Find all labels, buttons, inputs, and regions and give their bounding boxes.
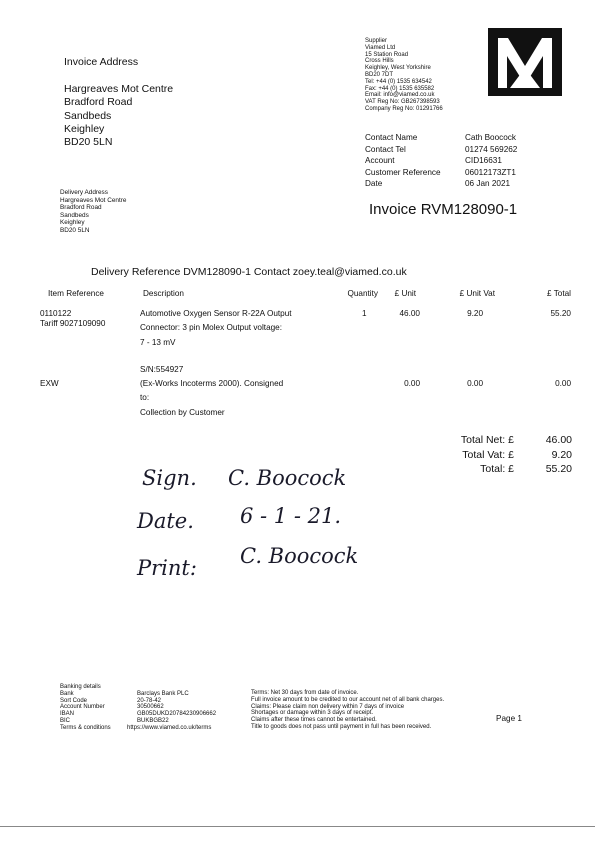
contact-value: 01274 569262 xyxy=(465,144,518,154)
header-item-reference: Item Reference xyxy=(48,289,104,298)
total-vat-value: 9.20 xyxy=(551,449,572,461)
contact-details xyxy=(365,132,517,190)
bank-label: Bank xyxy=(60,690,74,697)
invoice-address-line: Hargreaves Mot Centre xyxy=(64,83,174,96)
invoice-address-line: Bradford Road xyxy=(64,96,133,109)
item-description-line: to: xyxy=(140,393,150,402)
page-number: Page 1 xyxy=(496,714,522,723)
contact-label: Contact Tel xyxy=(365,144,406,154)
contact-value: 06 Jan 2021 xyxy=(465,179,511,188)
bank-label: BIC xyxy=(60,717,71,724)
item-unit: 0.00 xyxy=(404,379,420,388)
delivery-address-line: Hargreaves Mot Centre xyxy=(60,196,127,204)
delivery-address-line: Keighley xyxy=(60,219,85,227)
item-ref: 0110122 xyxy=(40,309,72,318)
logo-m-mark xyxy=(488,28,562,96)
supplier-line: Supplier xyxy=(365,38,388,44)
header-total: £ Total xyxy=(547,289,571,298)
delivery-address-line: Bradford Road xyxy=(60,204,102,212)
terms-line: Shortages or damage within 3 days of receipt. xyxy=(251,710,374,717)
item-quantity: 1 xyxy=(362,309,367,318)
contact-label: Date xyxy=(365,179,383,188)
terms-line: Claims after these times cannot be entertained. xyxy=(251,717,377,724)
supplier-line: Company Reg No: 01291766 xyxy=(365,105,443,112)
supplier-line: Cross Hills xyxy=(365,58,394,65)
item-ref: EXW xyxy=(40,379,59,388)
bank-details xyxy=(60,684,216,732)
bank-value: 20-78-42 xyxy=(137,697,162,704)
supplier-line: Viamed Ltd xyxy=(365,44,396,51)
contact-value: 06012173ZT1 xyxy=(465,167,516,177)
terms-block xyxy=(251,690,444,731)
supplier-line: Fax: +44 (0) 1535 635582 xyxy=(365,85,435,92)
bank-label: Sort Code xyxy=(60,697,88,704)
invoice-address-line: BD20 5LN xyxy=(64,136,113,149)
supplier-line: Tel: +44 (0) 1535 634542 xyxy=(365,78,432,85)
invoice-address-heading: Invoice Address xyxy=(64,56,139,68)
viamed-logo-icon xyxy=(488,28,562,96)
bank-label: IBAN xyxy=(60,711,75,718)
handwritten-date-value: 6 - 1 - 21. xyxy=(240,504,342,528)
delivery-address xyxy=(60,189,126,235)
handwritten-sign-value: C. Boocock xyxy=(228,466,347,490)
supplier-line: Keighley, West Yorkshire xyxy=(365,65,431,72)
contact-value: Cath Boocock xyxy=(465,133,516,142)
total-vat-label: Total Vat: £ xyxy=(462,449,514,461)
item-tariff: Tariff 9027109090 xyxy=(40,319,106,328)
scan-edge-line xyxy=(0,826,595,827)
handwritten-date-label: Date. xyxy=(137,509,194,533)
contact-value: CID16631 xyxy=(465,156,502,165)
bank-value: 30500662 xyxy=(137,704,164,711)
terms-line: Title to goods does not pass until payment in full has been received. xyxy=(251,723,432,730)
invoice-address-line: Keighley xyxy=(64,122,105,135)
header-description: Description xyxy=(143,289,184,298)
item-description-line: Connector: 3 pin Molex Output voltage: xyxy=(140,323,282,332)
supplier-line: Email: info@viamed.co.uk xyxy=(365,92,435,99)
invoice-address xyxy=(64,56,173,149)
bank-value: BUKBGB22 xyxy=(137,717,169,724)
header-unit: £ Unit xyxy=(394,289,416,298)
item-unit-vat: 0.00 xyxy=(467,379,483,388)
total-net-value: 46.00 xyxy=(545,434,572,446)
delivery-address-line: Sandbeds xyxy=(60,211,89,219)
delivery-address-line: Delivery Address xyxy=(60,189,108,196)
contact-label: Account xyxy=(365,156,395,165)
contact-label: Customer Reference xyxy=(365,167,441,177)
delivery-address-line: BD20 5LN xyxy=(60,226,90,234)
terms-line: Full invoice amount to be credited to our account net of all bank charges. xyxy=(251,696,445,703)
header-unit-vat: £ Unit Vat xyxy=(459,289,495,298)
bank-value: Barclays Bank PLC xyxy=(137,690,189,697)
supplier-block xyxy=(365,38,443,113)
bank-value: GB05DUKD20784230906662 xyxy=(137,711,217,718)
bank-label: Account Number xyxy=(60,704,105,711)
invoice-address-line: Sandbeds xyxy=(64,109,112,122)
bank-value: https://www.viamed.co.uk/terms xyxy=(127,724,212,731)
supplier-line: BD20 7DT xyxy=(365,71,394,78)
contact-label: Contact Name xyxy=(365,133,418,142)
item-description-line: Automotive Oxygen Sensor R-22A Output xyxy=(140,309,292,318)
item-unit-vat: 9.20 xyxy=(467,309,483,318)
item-description-line: 7 - 13 mV xyxy=(140,338,176,347)
handwritten-print-label: Print: xyxy=(137,556,197,580)
terms-line: Terms: Net 30 days from date of invoice. xyxy=(251,690,359,696)
header-quantity: Quantity xyxy=(347,289,378,298)
item-description-line: S/N:554927 xyxy=(140,365,184,374)
item-total: 0.00 xyxy=(555,379,571,388)
bank-label: Terms & conditions xyxy=(60,724,111,731)
total-net-label: Total Net: £ xyxy=(460,434,514,446)
handwritten-sign-label: Sign. xyxy=(142,466,197,490)
item-total: 55.20 xyxy=(550,309,571,318)
total-value: 55.20 xyxy=(545,463,572,475)
supplier-line: VAT Reg No: GB267398593 xyxy=(365,99,440,106)
supplier-line: 15 Station Road xyxy=(365,51,409,58)
terms-line: Claims: Please claim non delivery within 7 days of invoice xyxy=(251,703,405,710)
item-description-line: Collection by Customer xyxy=(140,408,225,417)
item-unit: 46.00 xyxy=(399,309,420,318)
handwritten-print-value: C. Boocock xyxy=(240,544,359,568)
item-description-line: (Ex-Works Incoterms 2000). Consigned xyxy=(140,379,284,388)
invoice-title: Invoice RVM128090-1 xyxy=(369,201,518,218)
bank-label: Banking details xyxy=(60,684,101,690)
delivery-reference: Delivery Reference DVM128090-1 Contact zoey.teal@viamed.co.uk xyxy=(91,266,407,278)
total-label: Total: £ xyxy=(480,463,514,475)
